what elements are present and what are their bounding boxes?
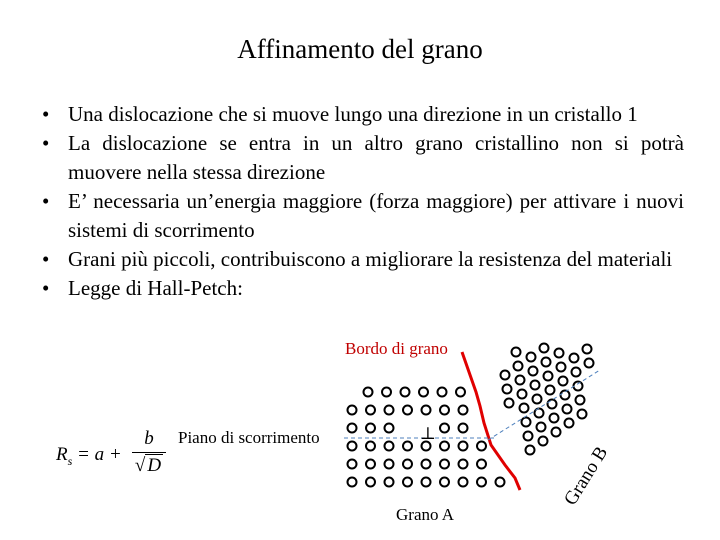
grain-a-atom (403, 460, 412, 469)
grain-b-atom (565, 419, 574, 428)
grain-a-atom (440, 406, 449, 415)
grain-a-atom (459, 442, 468, 451)
grain-b-atom (529, 367, 538, 376)
dislocation-icon: ⊥ (420, 424, 436, 443)
grain-b-atom (542, 358, 551, 367)
grain-b-atom (559, 377, 568, 386)
grain-a-atom (366, 442, 375, 451)
bullet-icon: • (42, 102, 50, 126)
grain-b-atom (574, 382, 583, 391)
grain-b-atom (501, 371, 510, 380)
grain-b-lattice (501, 344, 594, 455)
formula-r: R (56, 444, 68, 465)
grain-a-atom (348, 478, 357, 487)
grain-b-atom (512, 348, 521, 357)
grain-b-atom (527, 353, 536, 362)
grain-a-atom (385, 478, 394, 487)
grain-b-atom (546, 386, 555, 395)
grain-a-atom (348, 460, 357, 469)
grain-b-atom (585, 359, 594, 368)
grain-a-atom (477, 478, 486, 487)
grain-a-atom (385, 460, 394, 469)
bullet-icon: • (42, 131, 50, 155)
grain-b-atom (576, 396, 585, 405)
grain-a-atom (422, 406, 431, 415)
grain-a-label: Grano A (396, 505, 455, 524)
grain-b-atom (550, 414, 559, 423)
grain-b-atom (552, 428, 561, 437)
formula-sub: s (67, 453, 73, 468)
grain-b-atom (572, 368, 581, 377)
bullet-text: E’ necessaria un’energia maggiore (forza maggiore) per attivare i nuovi sistemi di scorrimento (68, 189, 684, 242)
grain-a-atom (422, 478, 431, 487)
grain-b-atom (518, 390, 527, 399)
grain-b-label: Grano B (560, 442, 613, 510)
grain-b-atom (524, 432, 533, 441)
grain-boundary-label: Bordo di grano (345, 339, 448, 358)
grain-a-atom (385, 406, 394, 415)
grain-a-atom (438, 388, 447, 397)
grain-a-atom (477, 460, 486, 469)
grain-a-atom (403, 478, 412, 487)
grain-a-atom (440, 478, 449, 487)
grain-a-atom (496, 478, 505, 487)
grain-b-atom (503, 385, 512, 394)
grain-a-atom (348, 424, 357, 433)
grain-a-atom (459, 424, 468, 433)
bullet-icon: • (42, 247, 50, 271)
grain-b-atom (557, 363, 566, 372)
grain-a-atom (385, 442, 394, 451)
formula-d: D (147, 455, 162, 476)
grain-boundary-line (462, 352, 520, 490)
grain-b-atom (578, 410, 587, 419)
bullet-text: Una dislocazione che si muove lungo una direzione in un cristallo 1 (68, 102, 638, 126)
grain-b-atom (539, 437, 548, 446)
grain-a-atom (440, 460, 449, 469)
formula-mid: = a + (72, 444, 122, 465)
grain-a-atom (422, 460, 431, 469)
bullet-icon: • (42, 189, 50, 213)
grain-b-atom (505, 399, 514, 408)
grain-a-atom (459, 478, 468, 487)
bullet-text: Grani più piccoli, contribuiscono a migliorare la resistenza del materiali (68, 247, 673, 271)
grain-a-atom (459, 460, 468, 469)
grain-a-atom (366, 460, 375, 469)
grain-b-atom (540, 344, 549, 353)
grain-b-atom (563, 405, 572, 414)
grain-b-atom (514, 362, 523, 371)
sqrt-icon: √ (134, 455, 146, 476)
grain-b-atom (570, 354, 579, 363)
grain-a-atom (348, 442, 357, 451)
bullet-icon: • (42, 276, 50, 300)
grain-a-atom (348, 406, 357, 415)
grain-b-atom (561, 391, 570, 400)
grain-a-atom (401, 388, 410, 397)
grain-a-atom (456, 388, 465, 397)
grain-a-atom (366, 478, 375, 487)
grain-b-atom (522, 418, 531, 427)
grain-a-atom (366, 406, 375, 415)
grain-a-atom (366, 424, 375, 433)
grain-b-atom (583, 345, 592, 354)
grain-a-atom (403, 406, 412, 415)
grain-a-atom (364, 388, 373, 397)
grain-a-atom (382, 388, 391, 397)
grain-a-atom (440, 424, 449, 433)
grain-a-atom (440, 442, 449, 451)
bullet-text: La dislocazione se entra in un altro grano cristallino non si potrà muovere nella stessa direzione (68, 131, 684, 184)
grain-a-atom (477, 442, 486, 451)
grain-b-atom (531, 381, 540, 390)
grain-b-atom (537, 423, 546, 432)
grain-b-atom (555, 349, 564, 358)
grain-b-atom (526, 446, 535, 455)
grain-a-atom (459, 406, 468, 415)
grain-a-atom (403, 442, 412, 451)
bullet-text: Legge di Hall-Petch: (68, 276, 243, 300)
grain-a-atom (419, 388, 428, 397)
grain-b-atom (533, 395, 542, 404)
grain-b-atom (516, 376, 525, 385)
grain-a-atom (385, 424, 394, 433)
grain-b-atom (520, 404, 529, 413)
grain-b-atom (548, 400, 557, 409)
slide-title: Affinamento del grano (237, 34, 483, 64)
grain-b-atom (544, 372, 553, 381)
formula-numerator: b (144, 428, 154, 449)
slip-plane-label: Piano di scorrimento (178, 428, 320, 447)
